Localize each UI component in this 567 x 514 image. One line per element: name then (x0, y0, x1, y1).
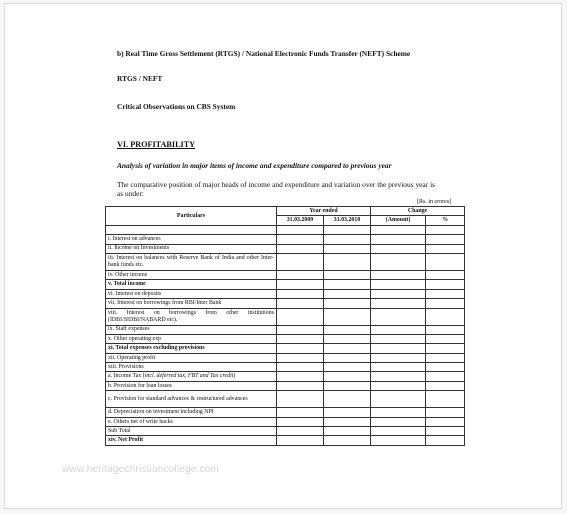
col-header-particulars: Particulars (106, 207, 277, 226)
table-row (106, 244, 465, 253)
row-label: xii. Operating profit (106, 353, 277, 362)
table-row (106, 235, 465, 244)
intro-paragraph: The comparative position of major heads of income and expenditure and variation over the previous year is as under: (117, 180, 435, 198)
row-label-part: ) (233, 373, 236, 380)
row-label-italic-part: incl. deferred tax, FBT and Tax credit (144, 373, 234, 380)
rtgs-neft-label: RTGS / NEFT (117, 74, 163, 83)
col-header-year-ended: Year ended (277, 207, 371, 216)
section-title: VI. PROFITABILITY (117, 140, 196, 149)
row-label: ii. Income on Investments (106, 244, 277, 253)
table-header-row (106, 207, 465, 216)
row-label: c. Provision for standard advances & restructured advances (106, 391, 277, 408)
section-subheading: Analysis of variation in major items of income and expenditure compared to previous year (117, 161, 392, 170)
table-row (106, 308, 465, 325)
col-header-date-2010: 31.03.2010 (324, 216, 371, 225)
table-row (106, 363, 465, 372)
table-row (106, 436, 465, 445)
row-label: d. Depreciation on investment including NPI (106, 408, 277, 417)
row-label: i. Interest on advances (106, 235, 277, 244)
table-row (106, 225, 465, 234)
table-row (106, 344, 465, 353)
row-label-income-tax (106, 372, 277, 381)
row-label: xi. Total expenses excluding provisions (106, 344, 277, 353)
row-label: x. Other operating exp (106, 334, 277, 343)
col-header-change: Change (371, 207, 465, 216)
units-note: [Rs. in crores] (417, 199, 452, 205)
table-row (106, 280, 465, 289)
table-row (106, 270, 465, 279)
table-row (106, 289, 465, 298)
table-row (106, 381, 465, 390)
row-label: xiv. Net Profit (106, 436, 277, 445)
row-label: Sub Total (106, 427, 277, 436)
row-label: vi. Interest on deposits (106, 289, 277, 298)
row-label: xiii. Provisions (106, 363, 277, 372)
table-row (106, 372, 465, 381)
col-header-amount: (Amount) (371, 216, 426, 225)
row-label: v. Total income (106, 280, 277, 289)
rtgs-neft-heading: b) Real Time Gross Settlement (RTGS) / National Electronic Funds Transfer (NEFT) Scheme (117, 49, 411, 58)
table-row (106, 325, 465, 334)
row-label: iii. Interest on balances with Reserve Bank of India and other Inter-bank funds etc. (106, 253, 277, 270)
row-label: e. Others net of write backs (106, 417, 277, 426)
table-row (106, 391, 465, 408)
row-label: vii. Interest on borrowings from RBI/Inter Bank (106, 299, 277, 308)
table-row (106, 334, 465, 343)
table-row (106, 408, 465, 417)
col-header-date-2009: 31.03.2009 (277, 216, 324, 225)
table-row (106, 427, 465, 436)
col-header-percent: % (426, 216, 465, 225)
table-row (106, 299, 465, 308)
table-row (106, 253, 465, 270)
row-label-part: a. Income Tax ( (108, 373, 145, 380)
table-row (106, 417, 465, 426)
row-label: ix. Staff expenses (106, 325, 277, 334)
cbs-observations-heading: Critical Observations on CBS System (117, 102, 236, 111)
row-label: b. Provision for loan losses (106, 381, 277, 390)
row-label: viii. Interest on borrowings from other institutions (IDBI/SIDBI/NABARD etc). (106, 308, 277, 325)
row-label (106, 225, 277, 234)
row-label: iv. Other income (106, 270, 277, 279)
table-row (106, 353, 465, 362)
watermark: www.heritagechristiancollege.com (62, 464, 220, 475)
document-page (4, 3, 562, 509)
income-expenditure-table (105, 206, 465, 446)
